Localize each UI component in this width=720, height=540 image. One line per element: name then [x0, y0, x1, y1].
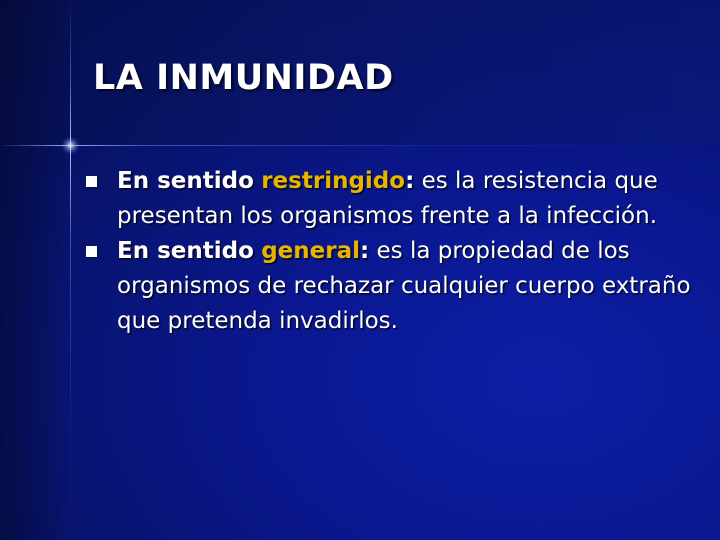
- square-bullet-icon: [86, 176, 97, 187]
- bullet-colon: :: [405, 168, 415, 194]
- bullet-lead: En sentido: [117, 168, 254, 194]
- sparkle-glow-icon: [62, 137, 79, 154]
- bullet-term: restringido: [261, 168, 406, 194]
- bullet-item-restringido: [86, 164, 696, 234]
- bullet-colon: :: [360, 238, 370, 264]
- slide-title: LA INMUNIDAD: [93, 58, 394, 98]
- bullet-term: general: [261, 238, 361, 264]
- bullet-text: es la resistencia que presentan los organismos frente a la infección.: [117, 168, 658, 229]
- horizontal-accent-line: [0, 145, 720, 146]
- bullet-text: es la propiedad de los organismos de rechazar cualquier cuerpo extraño que pretenda invadirlos.: [117, 238, 691, 334]
- bullet-item-general: [86, 234, 696, 339]
- bullet-lead: En sentido: [117, 238, 254, 264]
- bullet-list: [86, 164, 696, 339]
- left-shade-background: [0, 0, 70, 540]
- square-bullet-icon: [86, 246, 97, 257]
- vertical-accent-line: [70, 0, 71, 540]
